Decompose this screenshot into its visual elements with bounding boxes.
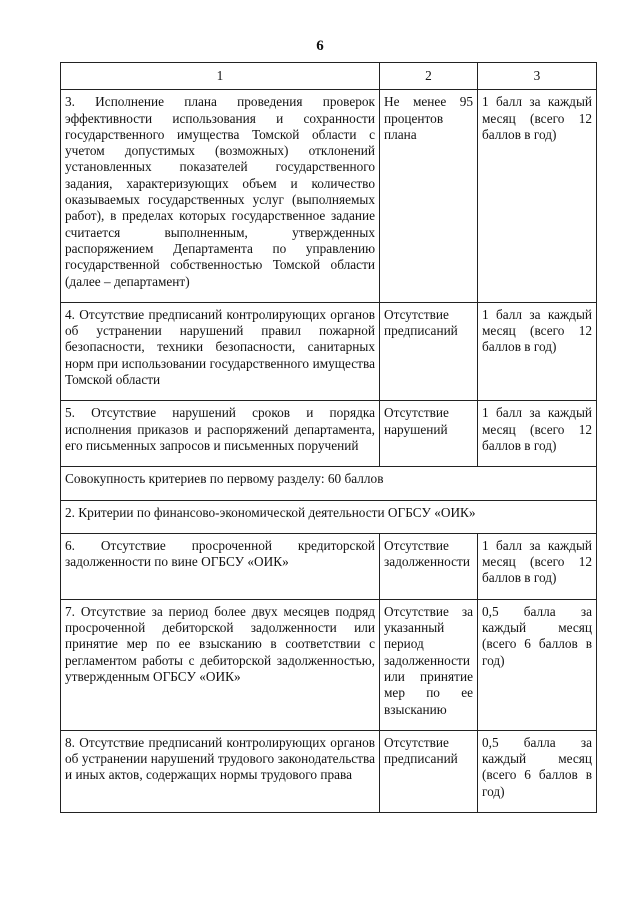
- table-header-row: [61, 63, 597, 90]
- table-row: [61, 533, 597, 599]
- summary-row: [61, 467, 597, 500]
- score-cell: 0,5 балла за каждый месяц (всего 6 баллов в год): [478, 599, 597, 730]
- page-number: 6: [316, 38, 324, 54]
- column-header: 2: [380, 63, 478, 90]
- score-cell: 1 балл за каждый месяц (всего 12 баллов в год): [478, 302, 597, 400]
- table-row: [61, 302, 597, 400]
- value-cell: Отсутствие нарушений: [380, 401, 478, 467]
- value-cell: Отсутствие предписаний: [380, 302, 478, 400]
- score-cell: 0,5 балла за каждый месяц (всего 6 баллов в год): [478, 730, 597, 812]
- criterion-cell: 6. Отсутствие просроченной кредиторской задолженности по вине ОГБСУ «ОИК»: [61, 533, 380, 599]
- value-cell: Отсутствие предписаний: [380, 730, 478, 812]
- summary-cell: Совокупность критериев по первому разделу: 60 баллов: [61, 467, 597, 500]
- criterion-cell: 8. Отсутствие предписаний контролирующих органов об устранении нарушений трудового законодательства и иных актов, содержащих нормы трудового права: [61, 730, 380, 812]
- value-cell: Отсутствие за указанный период задолженности или принятие мер по ее взысканию: [380, 599, 478, 730]
- table-row: [61, 401, 597, 467]
- score-cell: 1 балл за каждый месяц (всего 12 баллов в год): [478, 533, 597, 599]
- table-row: [61, 730, 597, 812]
- score-cell: 1 балл за каждый месяц (всего 12 баллов в год): [478, 90, 597, 303]
- table-row: [61, 599, 597, 730]
- section-heading-row: [61, 500, 597, 533]
- section-heading: 2. Критерии по финансово-экономической деятельности ОГБСУ «ОИК»: [61, 500, 597, 533]
- table-row: [61, 90, 597, 303]
- criterion-cell: 4. Отсутствие предписаний контролирующих органов об устранении нарушений правил пожарной безопасности, техники безопасности, санитарных норм при использовании государственного имущества Томской области: [61, 302, 380, 400]
- criteria-table: [60, 62, 597, 813]
- criterion-cell: 7. Отсутствие за период более двух месяцев подряд просроченной дебиторской задолженности или принятие мер по ее взысканию в соответствии с регламентом работы с дебиторской задолженностью, утвержденным ОГБСУ «ОИК»: [61, 599, 380, 730]
- criterion-cell: 5. Отсутствие нарушений сроков и порядка исполнения приказов и распоряжений департамента, его письменных запросов и письменных поручений: [61, 401, 380, 467]
- criterion-cell: 3. Исполнение плана проведения проверок эффективности использования и сохранности государственного имущества Томской области с учетом допустимых (возможных) отклонений установленных показателей государственного задания, характеризующих объем и количество оказываемых государственных услуг (выполняемых работ), в пределах которых государственное задание считается выполненным, утвержденных распоряжением Департамента по управлению государственной собственностью Томской области (далее – департамент): [61, 90, 380, 303]
- value-cell: Не менее 95 процентов плана: [380, 90, 478, 303]
- value-cell: Отсутствие задолженности: [380, 533, 478, 599]
- column-header: 1: [61, 63, 380, 90]
- score-cell: 1 балл за каждый месяц (всего 12 баллов в год): [478, 401, 597, 467]
- column-header: 3: [478, 63, 597, 90]
